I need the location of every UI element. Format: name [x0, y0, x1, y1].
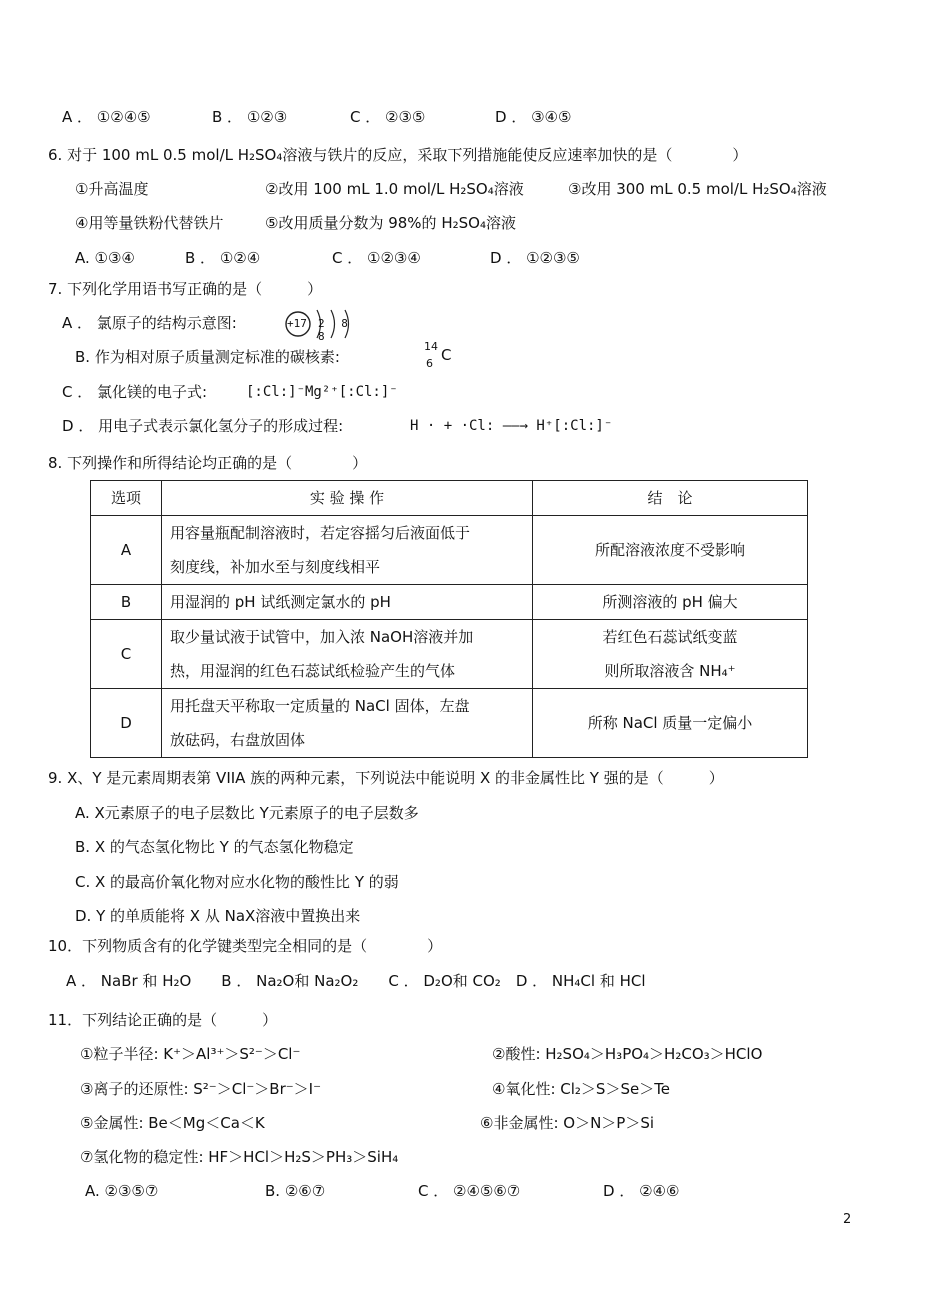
q6-measure-5: ⑤改用质量分数为 98%的 H₂SO₄溶液	[265, 214, 516, 232]
q6-option-d: D ． ①②③⑤	[490, 249, 580, 267]
operation-line-2: 热，用湿润的红色石蕊试纸检验产生的气体	[170, 662, 456, 680]
table-row	[91, 620, 808, 689]
table-row	[91, 689, 808, 758]
row-option: A	[91, 516, 162, 585]
row-conclusion: 所配溶液浓度不受影响	[533, 516, 808, 585]
table-row	[91, 516, 808, 585]
q10-stem: 10．下列物质含有的化学键类型完全相同的是（ ）	[48, 937, 443, 955]
q6-option-c: C ． ①②③④	[332, 249, 421, 267]
q11-statement-3: ③离子的还原性: S²⁻＞Cl⁻＞Br⁻＞I⁻	[80, 1080, 321, 1098]
operation-line-1: 取少量试液于试管中，加入浓 NaOH溶液并加	[170, 628, 474, 646]
q7-stem: 7. 下列化学用语书写正确的是（ ）	[48, 280, 323, 298]
q11-option-a: A. ②③⑤⑦	[85, 1182, 159, 1200]
experiment-table	[90, 480, 808, 758]
row-operation	[162, 620, 533, 689]
row-operation: 用湿润的 pH 试纸测定氯水的 pH	[162, 585, 533, 620]
q6-measure-1: ①升高温度	[75, 180, 149, 198]
q11-statement-6: ⑥非金属性: O＞N＞P＞Si	[480, 1114, 655, 1132]
q9-option-b: B. X 的气态氢化物比 Y 的气态氢化物稳定	[75, 838, 354, 856]
mass-number: 14	[424, 340, 438, 353]
q7-option-b: B. 作为相对原子质量测定标准的碳核素:	[75, 348, 340, 366]
electron-shells: 2 8 8	[318, 317, 353, 343]
chlorine-structure-diagram	[284, 306, 364, 342]
atomic-number: 6	[426, 357, 433, 370]
operation-line-1: 用托盘天平称取一定质量的 NaCl 固体，左盘	[170, 697, 470, 715]
q5-option-b: B ． ①②③	[212, 108, 288, 126]
table-row	[91, 585, 808, 620]
q6-option-a: A. ①③④	[75, 249, 135, 267]
q11-statement-1: ①粒子半径: K⁺＞Al³⁺＞S²⁻＞Cl⁻	[80, 1045, 301, 1063]
q11-option-b: B. ②⑥⑦	[265, 1182, 326, 1200]
conclusion-line-1: 若红色石蕊试纸变蓝	[602, 628, 738, 646]
q6-measure-2: ②改用 100 mL 1.0 mol/L H₂SO₄溶液	[265, 180, 524, 198]
row-option: C	[91, 620, 162, 689]
q6-option-b: B ． ①②④	[185, 249, 261, 267]
q9-option-a: A. X元素原子的电子层数比 Y元素原子的电子层数多	[75, 804, 419, 822]
row-operation	[162, 689, 533, 758]
header-option: 选项	[91, 481, 162, 516]
q5-option-c: C ． ②③⑤	[350, 108, 426, 126]
q9-option-d: D. Y 的单质能将 X 从 NaX溶液中置换出来	[75, 907, 361, 925]
q11-statement-2: ②酸性: H₂SO₄＞H₃PO₄＞H₂CO₃＞HClO	[492, 1045, 763, 1063]
header-conclusion: 结 论	[533, 481, 808, 516]
q11-option-d: D ． ②④⑥	[603, 1182, 680, 1200]
q5-option-a: A ． ①②④⑤	[62, 108, 151, 126]
q11-stem: 11．下列结论正确的是（ ）	[48, 1011, 278, 1029]
conclusion-line-2: 则所取溶液含 NH₄⁺	[604, 662, 736, 680]
q7-option-d: D ． 用电子式表示氯化氢分子的形成过程:	[62, 417, 344, 435]
q9-stem: 9. X、Y 是元素周期表第 VIIA 族的两种元素，下列说法中能说明 X 的非金属性比 Y 强的是（ ）	[48, 769, 724, 787]
operation-line-2: 刻度线，补加水至与刻度线相平	[170, 558, 381, 576]
row-conclusion	[533, 620, 808, 689]
page-number: 2	[843, 1212, 852, 1227]
q6-stem: 6. 对于 100 mL 0.5 mol/L H₂SO₄溶液与铁片的反应，采取下列措施能使反应速率加快的是（ ）	[48, 146, 748, 164]
nucleus-charge: +17	[287, 317, 307, 330]
q11-statement-7: ⑦氢化物的稳定性: HF＞HCl＞H₂S＞PH₃＞SiH₄	[80, 1148, 399, 1166]
q10-options: A ． NaBr 和 H₂O B ． Na₂O和 Na₂O₂ C ． D₂O和 CO₂ D ． NH₄Cl 和 HCl	[66, 972, 646, 990]
operation-line-1: 用容量瓶配制溶液时，若定容摇匀后液面低于	[170, 524, 471, 542]
row-option: B	[91, 585, 162, 620]
carbon-isotope	[424, 340, 464, 374]
element-symbol: C	[441, 346, 452, 364]
row-conclusion: 所称 NaCl 质量一定偏小	[533, 689, 808, 758]
q6-measure-3: ③改用 300 mL 0.5 mol/L H₂SO₄溶液	[568, 180, 827, 198]
q7-option-a: A ． 氯原子的结构示意图:	[62, 314, 237, 332]
q7-option-c: C ． 氯化镁的电子式:	[62, 383, 208, 401]
q11-option-c: C ． ②④⑤⑥⑦	[418, 1182, 521, 1200]
q11-statement-4: ④氧化性: Cl₂＞S＞Se＞Te	[492, 1080, 671, 1098]
q8-stem: 8. 下列操作和所得结论均正确的是（ ）	[48, 454, 368, 472]
table-header-row	[91, 481, 808, 516]
operation-line-2: 放砝码，右盘放固体	[170, 731, 306, 749]
hcl-formation-formula: H · + ·Cl: ——→ H⁺[:Cl:]⁻	[410, 418, 613, 434]
q9-option-c: C. X 的最高价氧化物对应水化物的酸性比 Y 的弱	[75, 873, 399, 891]
q5-option-d: D ． ③④⑤	[495, 108, 572, 126]
header-operation: 实 验 操 作	[162, 481, 533, 516]
q6-measure-4: ④用等量铁粉代替铁片	[75, 214, 224, 232]
row-conclusion: 所测溶液的 pH 偏大	[533, 585, 808, 620]
row-operation	[162, 516, 533, 585]
row-option: D	[91, 689, 162, 758]
q11-statement-5: ⑤金属性: Be＜Mg＜Ca＜K	[80, 1114, 265, 1132]
mgcl2-electron-formula: [:Cl:]⁻Mg²⁺[:Cl:]⁻	[246, 384, 398, 400]
